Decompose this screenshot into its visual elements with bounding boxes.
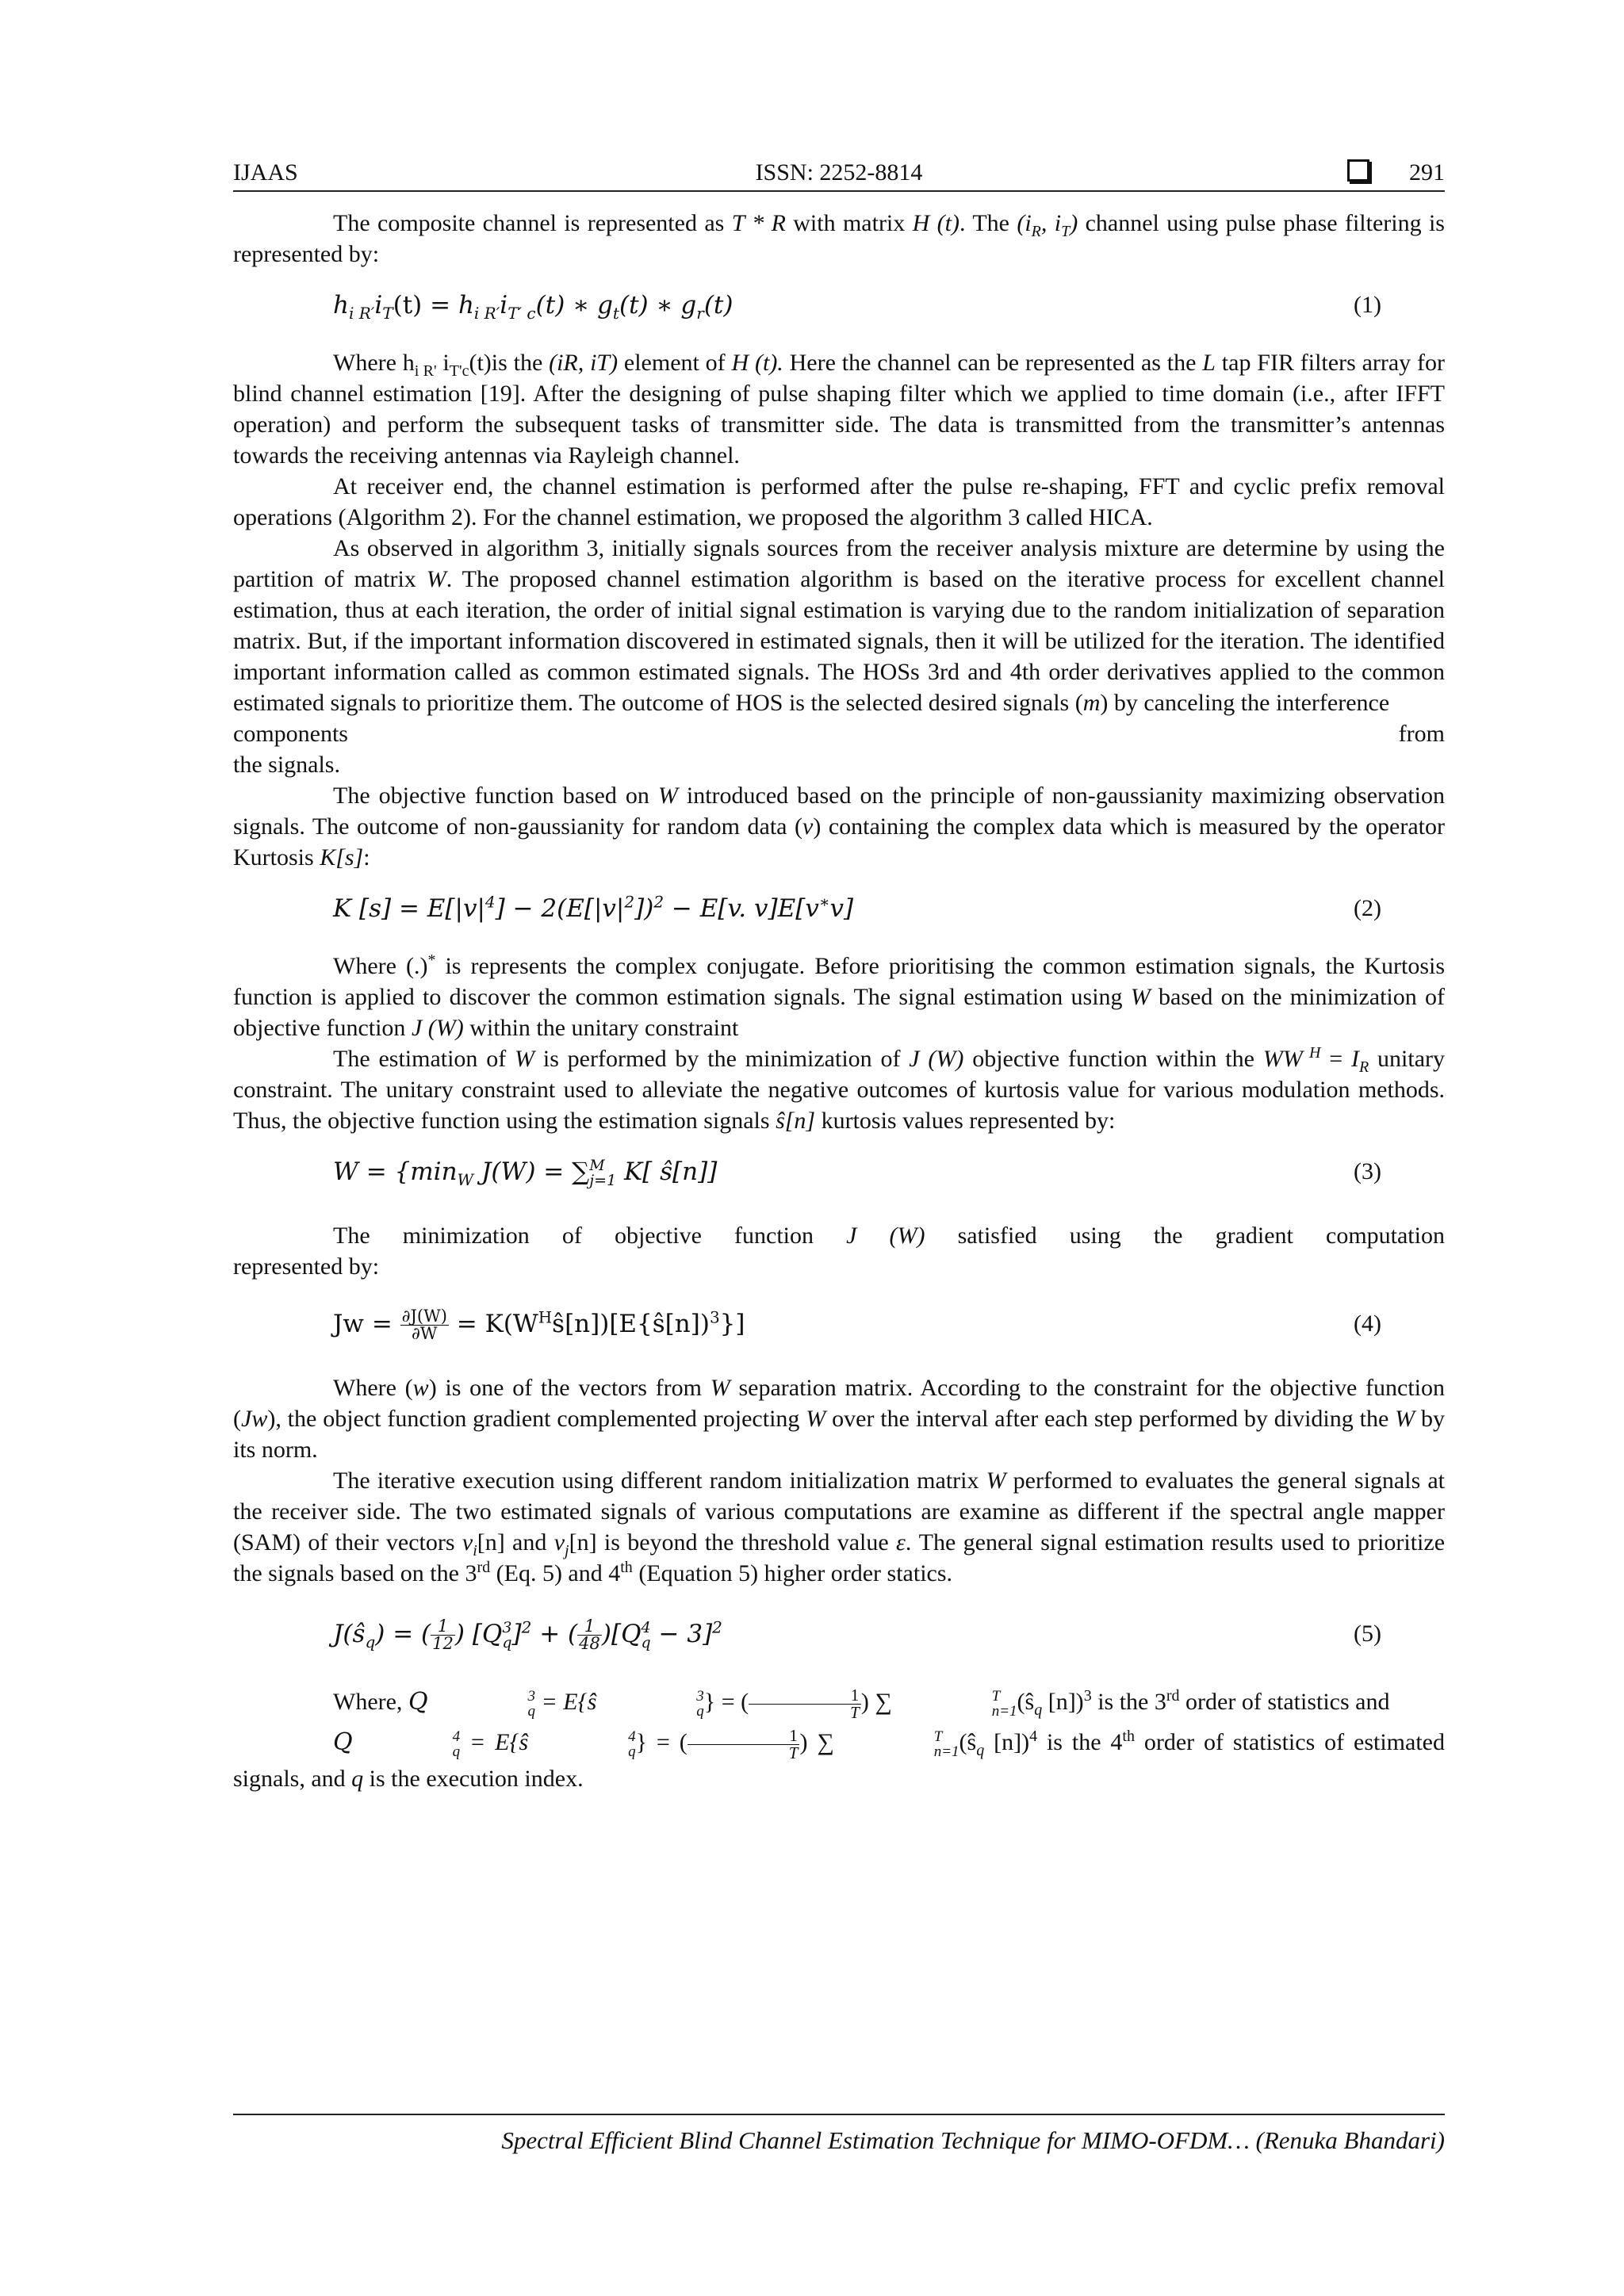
paragraph-11: Where, Q 3 q = E{ŝ 3 q } = ( $\frac{1}{T}$ ) ∑ T n=1 ($ŝ_q$ [n])$^3$ is the 3rd order of statistics and [333,1685,1390,1722]
page-body [233,208,1445,1797]
paragraph-4-line: components from [233,721,1445,747]
paragraph-3: At receiver end, the channel estimation is performed after the pulse re-shaping, FFT and cyclic prefix removal operations (Algorithm 2). For the channel estimation, we proposed the algorithm 3 called HICA. [233,473,1445,530]
paragraph-8-end: represented by: [233,1253,380,1280]
equation-number: (3) [1354,1158,1381,1184]
page-number-block [1347,155,1445,190]
equation-4: Jw = $\frac{\partial J(W)}{\partial W}$ = $K(W^Hŝ[n])[E\{ŝ[n])^3\}$] (4) [233,1301,1445,1347]
paragraph-8: The minimization of objective function J (W) satisfied using the gradient computation [333,1223,1445,1249]
equation-number: (5) [1354,1621,1381,1647]
equation-5: $J(ŝ_q)$ = ( $\frac{1}{12}$ ) [Q 3 q ]$^2$ + ( $\frac{1}{48}$ )[Q 4 q − 3]$^2$ (5) [233,1608,1445,1660]
equation-3: $W = \{\min_W$ J(W) = ∑ M j=1 K[ ŝ[n]] (3) [233,1149,1445,1195]
paragraph-1: The composite channel is represented as T * R with matrix H (t). The ($i_R$, $i_T$) channel using pulse phase filtering is represented by: [233,210,1445,267]
equation-number: (1) [1354,292,1381,318]
page-header [233,155,1445,192]
paragraph-6: Where (.)* is represents the complex conjugate. Before prioritising the common estimation signals, the Kurtosis function is applied to discover the common estimation signals. The signal estimation using W based on the minimization of objective function J (W) within the unitary constraint [233,951,1446,1041]
checkbox-square-icon [1347,159,1369,182]
paragraph-9: Where (w) is one of the vectors from W separation matrix. According to the constraint for the objective function (Jw), the object function gradient complemented projecting W over the interval after each step performed by dividing the W by its norm. [233,1375,1446,1463]
equation-1: $h_{i R'}i_T(t) = h_{i R'}i_{T' c}(t)$ ∗ $g_t(t)$ ∗ $g_r(t)$ (1) [233,282,1445,328]
paragraph-4-end: the signals. [233,752,340,778]
equation-2: K $[s] = E[|v|^4] - 2(E[|v|^2])^2 - E[v$. v]E[v∗v] (2) [233,886,1445,932]
running-footer: Spectral Efficient Blind Channel Estimation Technique for MIMO-OFDM… (Renuka Bhandari) [233,2114,1445,2156]
paragraph-5: The objective function based on W introduced based on the principle of non-gaussianity maximizing observation signals. The outcome of non-gaussianity for random data (v) containing the complex data which is measured by the operator Kurtosis K[s]: [233,783,1445,871]
paragraph-4: As observed in algorithm 3, initially signals sources from the receiver analysis mixture are determine by using the partition of matrix W. The proposed channel estimation algorithm is based on the iterative process for excellent channel estimation, thus at each iteration, the order of initial signal estimation is varying due to the random initialization of separation matrix. But, if the important information discovered in estimated signals, then it will be utilized for the iteration. The identified important information called as common estimated signals. The HOSs 3rd and 4th order derivatives applied to the common estimated signals to prioritize them. The outcome of HOS is the selected desired signals (m) by canceling the interference [233,535,1445,716]
paragraph-10: The iterative execution using different random initialization matrix W performed to evaluates the general signals at the receiver side. The two estimated signals of various computations are examine as different if the spectral angle mapper (SAM) of their vectors $v_i[n]$ and $v_j[n]$ is beyond the threshold value ε. The general signal estimation results used to prioritize the signals based on the 3rd (Eq. 5) and 4th (Equation 5) higher order statics. [233,1468,1446,1586]
equation-number: (2) [1354,895,1381,921]
journal-name: IJAAS [233,159,298,186]
paragraph-12: Q 4 q = E{ŝ 4 q } = ( $\frac{1}{T}$ ) ∑ T n=1 ($ŝ_q$ [n])$^4$ is the 4th order of statistics of estimated signals, and q is the execution index. [233,1725,1445,1792]
issn: ISSN: 2252-8814 [755,159,923,186]
equation-number: (4) [1354,1311,1381,1337]
page-number: 291 [1409,159,1445,186]
paragraph-7: The estimation of W is performed by the minimization of J (W) objective function within the WW $^H = I_R$ unitary constraint. The unitary constraint used to alleviate the negative outcomes of kurtosis value for various modulation methods. Thus, the objective function using the estimation signals ŝ[n] kurtosis values represented by: [233,1044,1446,1134]
paragraph-2: Where $h_{i R'}$ $i_{T'c}(t)is$ the (iR, iT) element of H (t). Here the channel can be represented as the L tap FIR filters array for blind channel estimation [19]. After the designing of pulse shaping filter which we applied to time domain (i.e., after IFFT operation) and perform the subsequent tasks of transmitter side. The data is transmitted from the transmitter’s antennas towards the receiving antennas via Rayleigh channel. [233,350,1445,469]
